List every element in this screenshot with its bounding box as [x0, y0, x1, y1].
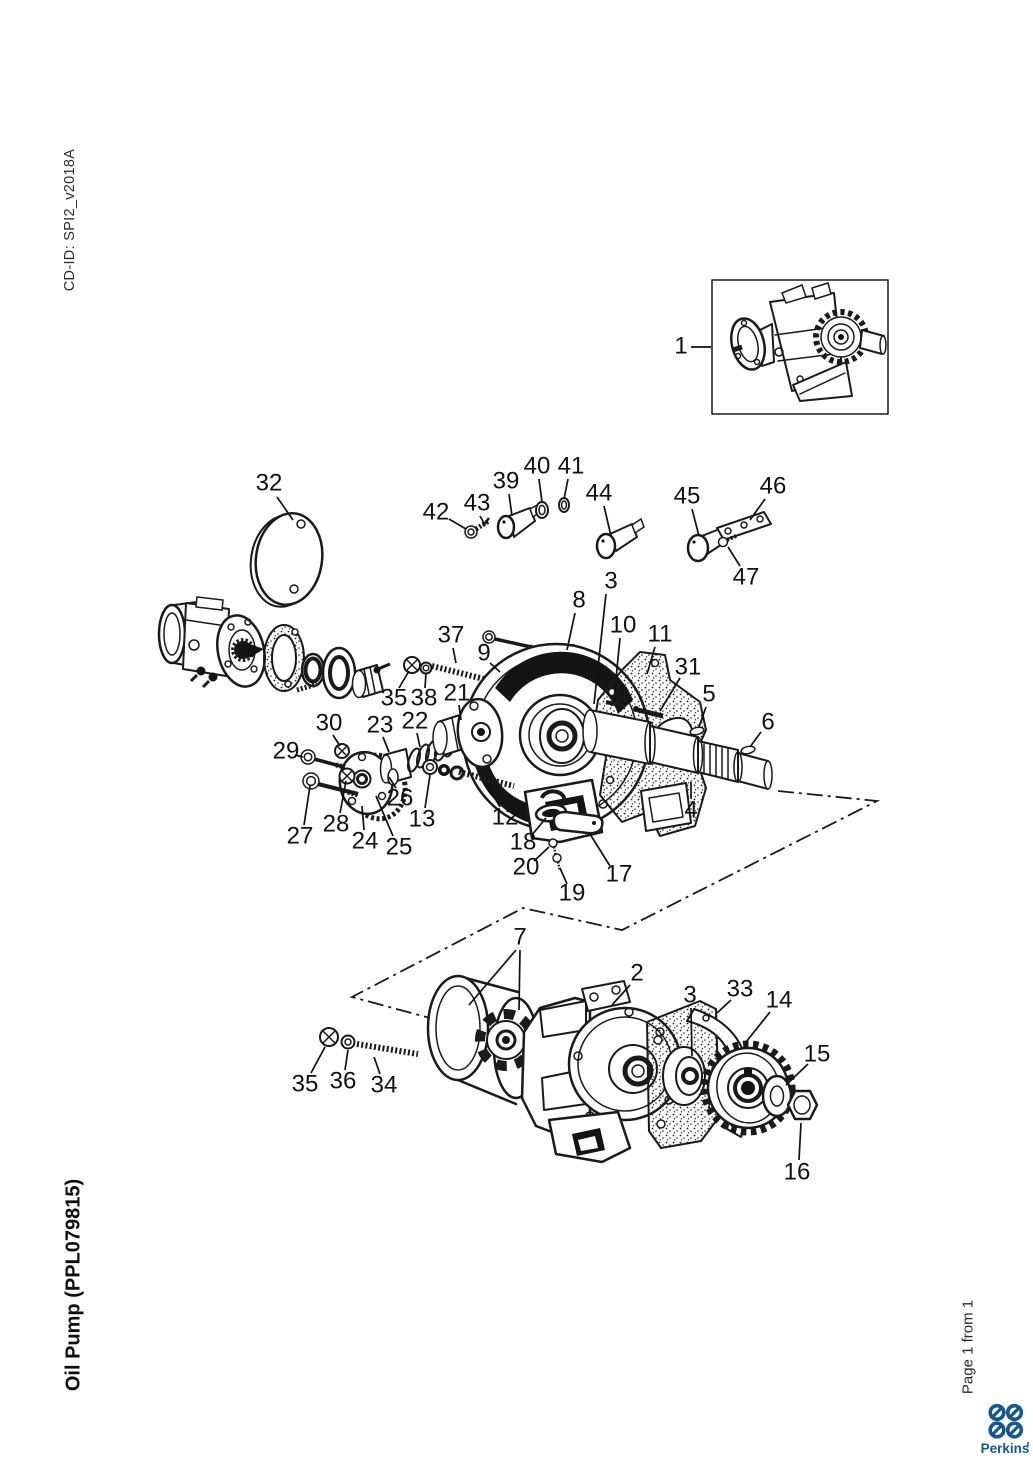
callout-46: 46 [759, 472, 787, 500]
callout-2: 2 [630, 959, 644, 987]
callout-6: 6 [761, 708, 775, 736]
callout-36: 36 [329, 1067, 357, 1095]
callout-41: 41 [557, 452, 585, 480]
perkins-logo-text: Perkins [980, 1441, 1030, 1456]
callout-16: 16 [783, 1158, 811, 1186]
callout-43: 43 [463, 489, 491, 517]
leader-line-7 [519, 950, 520, 1010]
callout-25: 25 [385, 833, 413, 861]
callout-21: 21 [443, 679, 471, 707]
leader-line-37 [453, 648, 456, 663]
part-nut-16 [788, 1091, 817, 1119]
part-cover-plate-32 [245, 509, 328, 611]
leader-line-45 [692, 509, 699, 536]
leader-line-43 [480, 516, 484, 523]
cd-id-text: CD-ID: SPI2_v2018A [62, 148, 78, 292]
callout-39: 39 [492, 467, 520, 495]
callout-24: 24 [351, 827, 379, 855]
callout-5: 5 [702, 680, 716, 708]
callout-42: 42 [422, 498, 450, 526]
callout-31: 31 [674, 653, 702, 681]
leader-line-16 [799, 1123, 801, 1160]
callout-14: 14 [765, 986, 793, 1014]
perkins-logo-mark [990, 1406, 1021, 1437]
callout-11: 11 [647, 620, 673, 648]
leader-line-22 [417, 733, 420, 747]
callout-12: 12 [491, 803, 519, 831]
callout-28: 28 [322, 810, 350, 838]
leader-line-42 [449, 519, 466, 529]
callout-38: 38 [410, 684, 438, 712]
leader-line-35 [311, 1047, 325, 1073]
leader-line-41 [564, 479, 568, 499]
callout-33: 33 [726, 975, 754, 1003]
callout-40: 40 [523, 452, 551, 480]
callout-45: 45 [673, 482, 701, 510]
callout-35: 35 [380, 684, 408, 712]
callout-22: 22 [401, 707, 429, 735]
callout-44: 44 [585, 479, 613, 507]
page-indicator: Page 1 from 1 [959, 1299, 977, 1395]
assembled-pump-inset [712, 280, 888, 414]
callout-4: 4 [684, 796, 698, 824]
callout-18: 18 [509, 828, 537, 856]
callout-19: 19 [558, 879, 586, 907]
leader-line-39 [509, 494, 512, 516]
part-lower-fasteners [320, 1028, 418, 1054]
callout-47: 47 [732, 563, 760, 591]
callout-35: 35 [291, 1070, 319, 1098]
callout-9: 9 [477, 639, 491, 667]
leader-line-40 [539, 479, 542, 502]
assembled-pump-drawing [726, 283, 886, 401]
callout-15: 15 [803, 1040, 831, 1068]
leader-line-13 [425, 775, 430, 808]
callout-34: 34 [370, 1071, 398, 1099]
callout-30: 30 [315, 709, 343, 737]
callout-20: 20 [512, 853, 540, 881]
leader-line-23 [383, 737, 389, 752]
callout-27: 27 [286, 822, 314, 850]
callout-23: 23 [366, 711, 394, 739]
part-washer-15 [763, 1076, 791, 1116]
leader-line-3 [691, 1008, 692, 1056]
callout-7: 7 [513, 923, 527, 951]
callout-3: 3 [683, 981, 697, 1009]
leader-line-7 [469, 950, 516, 1005]
leader-line-44 [604, 506, 611, 536]
page-title: Oil Pump (PPL079815) [62, 1178, 85, 1392]
perkins-logo [981, 1406, 1030, 1456]
callout-37: 37 [437, 621, 465, 649]
callout-29: 29 [272, 737, 300, 765]
callout-17: 17 [605, 860, 633, 888]
leader-line-27 [304, 786, 310, 825]
callout-32: 32 [255, 469, 283, 497]
part-left-pump-unit [159, 597, 390, 698]
callout-26: 26 [386, 784, 414, 812]
callout-3: 3 [604, 567, 618, 595]
callout-13: 13 [408, 805, 436, 833]
callout-1: 1 [674, 332, 688, 360]
leader-line-6 [750, 732, 761, 747]
callout-10: 10 [609, 611, 637, 639]
leader-line-30 [333, 735, 340, 746]
leader-line-14 [746, 1012, 770, 1042]
callout-8: 8 [572, 586, 586, 614]
